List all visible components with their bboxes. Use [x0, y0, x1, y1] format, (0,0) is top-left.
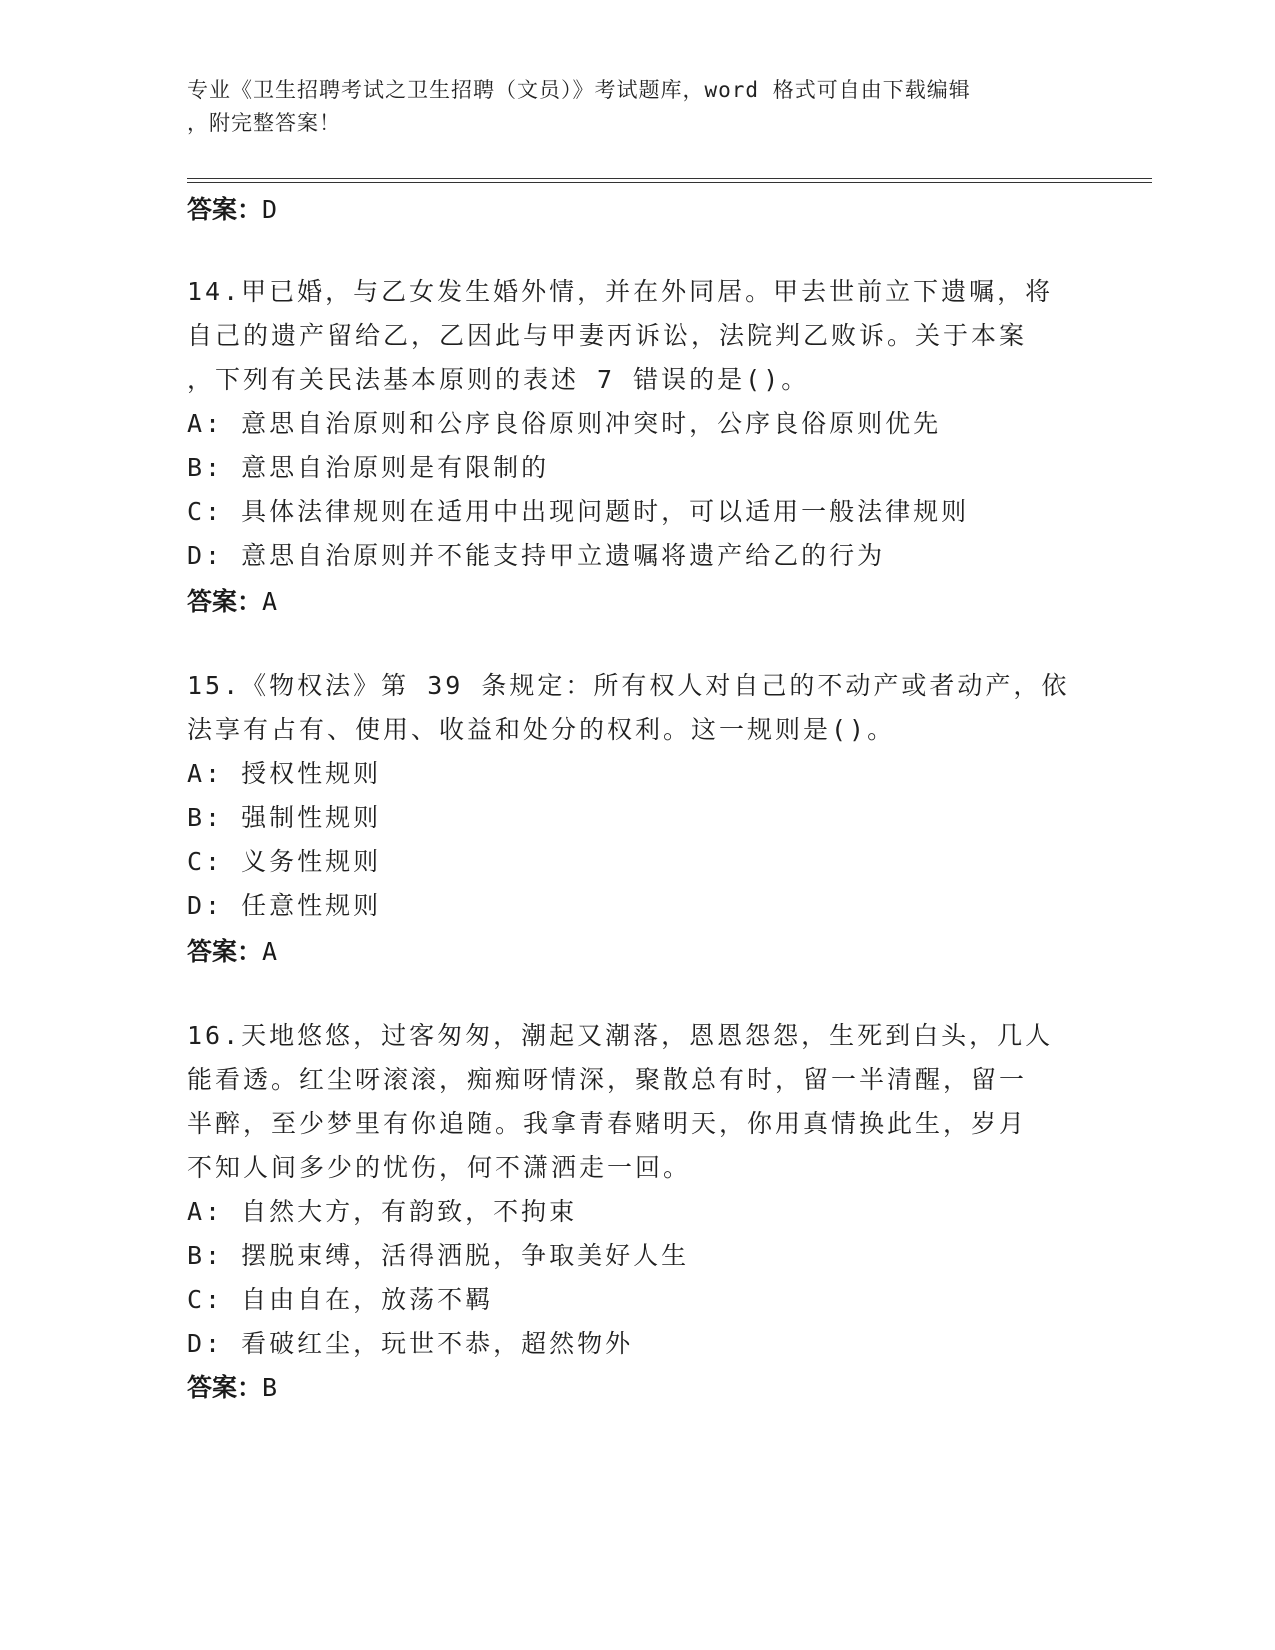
header-line-1: 专业《卫生招聘考试之卫生招聘（文员）》考试题库，word 格式可自由下载编辑: [187, 78, 971, 102]
option-d: D: 意思自治原则并不能支持甲立遗嘱将遗产给乙的行为: [187, 541, 886, 570]
option-c: C: 自由自在，放荡不羁: [187, 1285, 494, 1314]
answer-line: [187, 1368, 277, 1404]
answer-value: A: [262, 937, 278, 966]
question-text-line: 15.《物权法》第 39 条规定：所有权人对自己的不动产或者动产，依: [187, 671, 1070, 700]
answer-value: D: [262, 195, 278, 224]
option-a: A: 意思自治原则和公序良俗原则冲突时，公序良俗原则优先: [187, 409, 942, 438]
answer-line: [187, 932, 277, 968]
question-text-line: 能看透。红尘呀滚滚，痴痴呀情深，聚散总有时，留一半清醒，留一: [187, 1065, 1028, 1094]
answer-label: 答案：: [187, 587, 263, 616]
question-text-line: 不知人间多少的忧伤，何不潇洒走一回。: [187, 1153, 692, 1182]
question-text-line: 半醉，至少梦里有你追随。我拿青春赌明天，你用真情换此生，岁月: [187, 1109, 1028, 1138]
option-d: D: 看破红尘，玩世不恭，超然物外: [187, 1329, 634, 1358]
question-text-line: 法享有占有、使用、收益和处分的权利。这一规则是()。: [187, 715, 896, 744]
header-divider-bottom: [187, 182, 1152, 183]
option-b: B: 摆脱束缚，活得洒脱，争取美好人生: [187, 1241, 690, 1270]
option-d: D: 任意性规则: [187, 891, 382, 920]
option-a: A: 授权性规则: [187, 759, 382, 788]
answer-line: [187, 582, 277, 618]
document-header: [187, 74, 1067, 140]
header-line-2: ，附完整答案！: [187, 111, 341, 135]
question-text-line: 16.天地悠悠，过客匆匆，潮起又潮落，恩恩怨怨，生死到白头，几人: [187, 1021, 1054, 1050]
header-divider-top: [187, 178, 1152, 179]
answer-value: A: [262, 587, 278, 616]
option-b: B: 意思自治原则是有限制的: [187, 453, 550, 482]
answer-label: 答案：: [187, 937, 263, 966]
option-c: C: 义务性规则: [187, 847, 382, 876]
question-text-line: ，下列有关民法基本原则的表述 7 错误的是()。: [187, 365, 810, 394]
question-text-line: 14.甲已婚，与乙女发生婚外情，并在外同居。甲去世前立下遗嘱，将: [187, 277, 1054, 306]
answer-line: [187, 190, 277, 226]
option-c: C: 具体法律规则在适用中出现问题时，可以适用一般法律规则: [187, 497, 970, 526]
answer-label: 答案：: [187, 195, 263, 224]
answer-label: 答案：: [187, 1373, 263, 1402]
question-text-line: 自己的遗产留给乙，乙因此与甲妻丙诉讼，法院判乙败诉。关于本案: [187, 321, 1028, 350]
option-a: A: 自然大方，有韵致，不拘束: [187, 1197, 578, 1226]
option-b: B: 强制性规则: [187, 803, 382, 832]
answer-value: B: [262, 1373, 278, 1402]
